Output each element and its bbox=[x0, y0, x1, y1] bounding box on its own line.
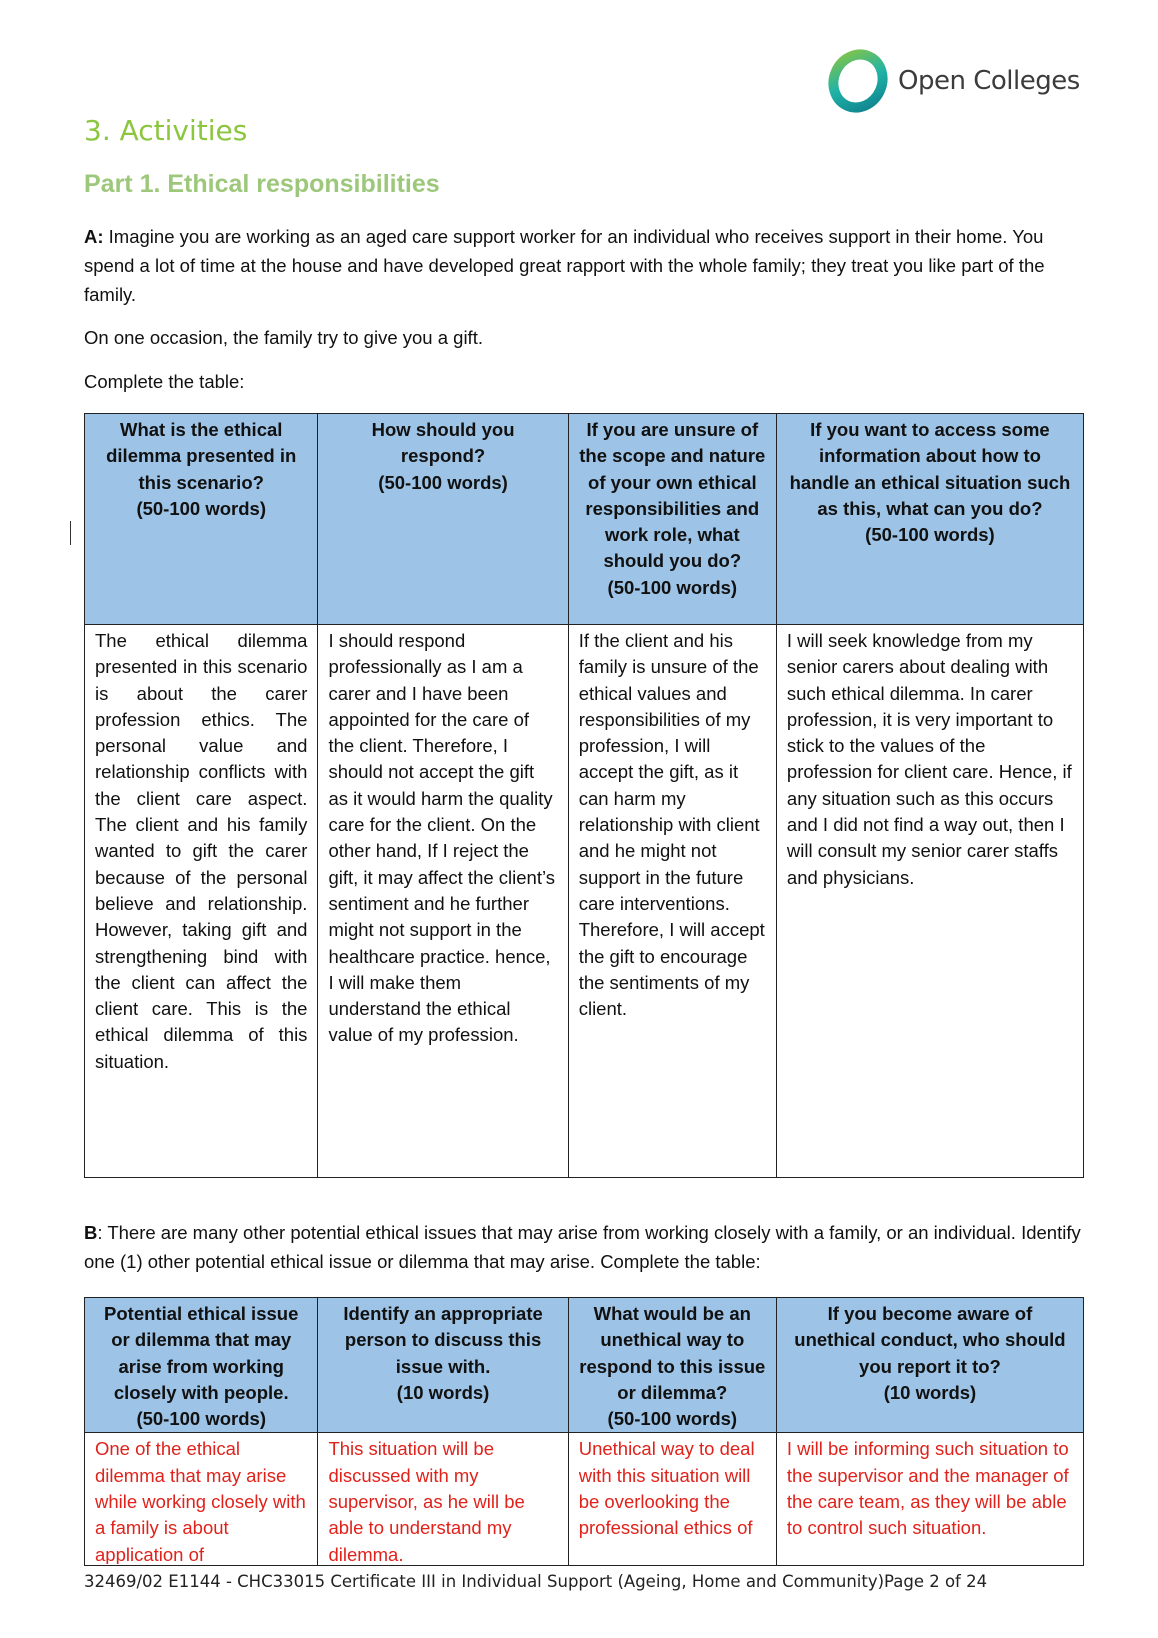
answer-text: This situation will be discussed with my supervisor, as he will be able to understand my dilemma. bbox=[328, 1438, 525, 1565]
header-unsure-scope: If you are unsure of the scope and nature of your own ethical responsibilities and work role, what should you do? (50-100 words) bbox=[568, 414, 776, 625]
answer-cell[interactable]: I will seek knowledge from my senior carers about dealing with such ethical dilemma. In carer profession, it is very important to stick to the values of the profession for client care. Hence, if any situation such as this occurs and I did not find a way out, then I will consult my senior carer staffs and physicians. bbox=[776, 625, 1083, 1178]
answer-cell[interactable] bbox=[318, 1433, 568, 1566]
answer-cell[interactable] bbox=[568, 1433, 776, 1566]
answer-text: Unethical way to deal with this situation will be overlooking the professional ethics of bbox=[578, 1438, 755, 1539]
instruction-text: Complete the table: bbox=[84, 371, 245, 392]
table-header-row bbox=[85, 414, 1084, 625]
part-a-intro bbox=[84, 222, 1084, 309]
part-a-label: A: bbox=[84, 226, 104, 247]
section-heading: 3. Activities bbox=[84, 114, 248, 147]
table-header-row bbox=[85, 1298, 1084, 1433]
part-heading: Part 1. Ethical responsibilities bbox=[84, 170, 440, 198]
answer-cell[interactable]: The ethical dilemma presented in this scenario is about the carer profession ethics. The personal value and relationship conflicts with the client care aspect. The client and his family wanted to gift the carer because of the personal believe and relationship. However, taking gift and strengthening bind with the client can affect the client care. This is the ethical dilemma of this situation. bbox=[85, 625, 318, 1178]
header-report-to: If you become aware of unethical conduct, who should you report it to? (10 words) bbox=[776, 1298, 1083, 1433]
page-footer: 32469/02 E1144 - CHC33015 Certificate III in Individual Support (Ageing, Home and Community)Page 2 of 24 bbox=[84, 1572, 988, 1591]
occasion-text: On one occasion, the family try to give you a gift. bbox=[84, 327, 483, 348]
ethical-dilemma-table bbox=[84, 413, 1084, 1178]
open-colleges-ring-icon bbox=[826, 49, 890, 113]
header-ethical-dilemma: What is the ethical dilemma presented in this scenario? (50-100 words) bbox=[85, 414, 318, 625]
table-row bbox=[85, 625, 1084, 1178]
answer-cell[interactable] bbox=[776, 1433, 1083, 1566]
part-b-text: : There are many other potential ethical issues that may arise from working closely with a family, or an individual. Identify one (1) other potential ethical issue or dilemma that may arise. Complete the table: bbox=[84, 1222, 1081, 1272]
part-b-label: B bbox=[84, 1222, 98, 1243]
answer-cell[interactable]: If the client and his family is unsure of the ethical values and responsibilities of my profession, I will accept the gift, as it can harm my relationship with client and he might not support in the future care interventions. Therefore, I will accept the gift to encourage the sentiments of my client. bbox=[568, 625, 776, 1178]
text-cursor bbox=[70, 521, 71, 545]
header-potential-issue: Potential ethical issue or dilemma that may arise from working closely with people. (50-100 words) bbox=[85, 1298, 318, 1433]
part-a-text: Imagine you are working as an aged care support worker for an individual who receives support in their home. You spend a lot of time at the house and have developed great rapport with the whole family; they treat you like part of the family. bbox=[84, 226, 1045, 305]
answer-cell[interactable] bbox=[85, 1433, 318, 1566]
table-row bbox=[85, 1433, 1084, 1566]
answer-cell[interactable]: I should respond professionally as I am a carer and I have been appointed for the care of the client. Therefore, I should not accept the gift as it would harm the quality care for the client. On the other hand, If I reject the gift, it may affect the client’s sentiment and he further might not support in the healthcare practice. hence, I will make them understand the ethical value of my profession. bbox=[318, 625, 568, 1178]
logo-text: Open Colleges bbox=[898, 66, 1080, 96]
header-how-respond: How should you respond? (50-100 words) bbox=[318, 414, 568, 625]
header-appropriate-person: Identify an appropriate person to discuss this issue with. (10 words) bbox=[318, 1298, 568, 1433]
header-access-information: If you want to access some information about how to handle an ethical situation such as this, what can you do? (50-100 words) bbox=[776, 414, 1083, 625]
answer-text: One of the ethical dilemma that may arise while working closely with a family is about application of bbox=[95, 1438, 306, 1565]
answer-text: I will be informing such situation to the supervisor and the manager of the care team, as they will be able to control such situation. bbox=[786, 1438, 1069, 1539]
header-unethical-way: What would be an unethical way to respond to this issue or dilemma? (50-100 words) bbox=[568, 1298, 776, 1433]
ethical-issue-table bbox=[84, 1297, 1084, 1566]
open-colleges-logo bbox=[826, 46, 1080, 116]
part-b-intro bbox=[84, 1218, 1084, 1276]
